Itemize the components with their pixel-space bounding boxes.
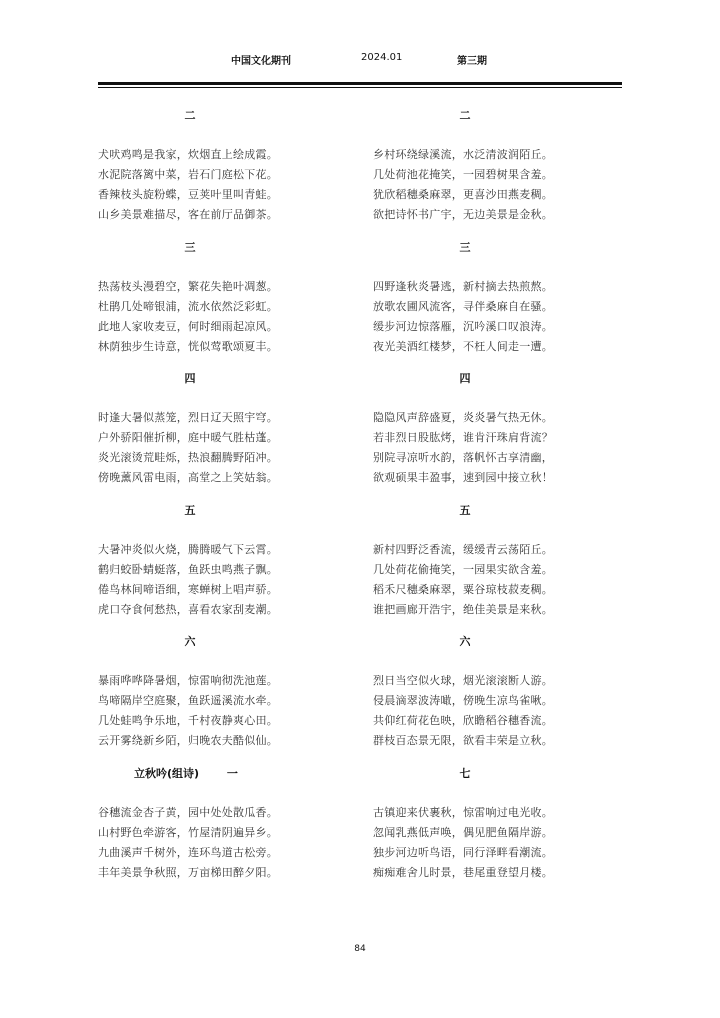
poem-line: 犹欣稻穗桑麻翠，更喜沙田燕麦稠。 xyxy=(373,188,553,201)
poem-line: 九曲溪声千树外，连环鸟道古松旁。 xyxy=(98,845,278,859)
poem-line: 犬吠鸡鸣是我家，炊烟直上绘成霞。 xyxy=(98,148,278,161)
section-title: 四 xyxy=(459,372,471,385)
series-title: 立秋吟(组诗) xyxy=(134,766,200,780)
poem-line: 群枝百态景无限，欲看丰荣是立秋。 xyxy=(373,734,553,747)
poem-line: 古镇迎来伏裹秋，惊雷响过电光收。 xyxy=(373,805,553,819)
poem-line: 独步河边听鸟语，同行泽畔看潮流。 xyxy=(373,845,553,859)
section-title: 六 xyxy=(184,635,196,648)
section-title: 七 xyxy=(459,766,471,780)
poem-line: 大暑冲炎似火烧，腾腾暖气下云霄。 xyxy=(98,542,278,556)
page-header xyxy=(0,52,720,70)
poem-line: 虎口夺食何愁热，喜看农家刮麦潮。 xyxy=(98,602,278,616)
issue-number: 第三期 xyxy=(457,56,487,67)
poem-line: 山乡美景难描尽，客在前厅品御茶。 xyxy=(98,208,278,221)
poem-line: 杜鹃几处啼银浦，流水依然泛彩虹。 xyxy=(98,299,278,313)
poem-section xyxy=(373,630,613,762)
poem-section xyxy=(98,236,338,368)
poem-section xyxy=(98,630,338,762)
poem-section xyxy=(98,367,338,499)
issue-date: 2024.01 xyxy=(361,52,403,63)
poem-line: 别院寻凉听水韵，落帆怀古享清幽， xyxy=(373,451,553,464)
poem-line: 烈日当空似火球，烟光滚滚断人游。 xyxy=(373,674,553,687)
poem-line: 侵晨滴翠波涛噉，傍晚生凉鸟雀啾。 xyxy=(373,694,553,707)
left-column xyxy=(98,104,338,893)
poem-line: 谁把画廊开浩宇，绝佳美景是来秋。 xyxy=(373,602,553,616)
poem-section xyxy=(98,762,338,894)
poem-line: 隐隐风声辞盛夏，炎炎暑气热无休。 xyxy=(373,411,553,424)
poem-line: 欲观硕果丰盈事，速到园中接立秋！ xyxy=(373,471,553,484)
section-title: 二 xyxy=(459,109,471,122)
journal-name: 中国文化期刊 xyxy=(231,56,291,67)
section-title: 三 xyxy=(184,240,196,254)
poem xyxy=(373,145,613,225)
poem xyxy=(98,540,338,620)
poem xyxy=(373,671,613,751)
poem-line: 夜光美酒红楼梦，不枉人间走一遭。 xyxy=(373,339,553,353)
poem-line: 谷穗流金杏子黄，园中处处散瓜香。 xyxy=(98,805,278,819)
poem-line: 炎光滚烫荒畦烁，热浪翻腾野陌冲。 xyxy=(98,451,278,464)
poem-line: 暴雨哗哗降暑烟，惊雷响彻洗池莲。 xyxy=(98,674,278,687)
poem-line: 倦鸟林间啼语细，寒蝉树上唱声骄。 xyxy=(98,582,278,596)
poem-section xyxy=(373,367,613,499)
poem-line: 稻禾尺穗桑麻翠，粟谷琼枝菽麦稠。 xyxy=(373,582,553,596)
section-title: 三 xyxy=(459,240,471,254)
poem xyxy=(373,540,613,620)
poem-line: 乡村环绕绿溪流，水泛清波润陌丘。 xyxy=(373,148,553,161)
poem xyxy=(98,145,338,225)
poem-line: 放歌农圃风流客，寻伴桑麻自在骚。 xyxy=(373,299,553,313)
poem-line: 缓步河边惊落雁，沉吟溪口叹浪涛。 xyxy=(373,319,553,333)
page-number: 84 xyxy=(354,944,366,954)
poem-line: 几处蛙鸣争乐地，千村夜静爽心田。 xyxy=(98,714,278,727)
section-title: 四 xyxy=(184,372,196,385)
poem xyxy=(373,803,613,883)
poem-line: 香辣枝头旋粉蝶，豆荚叶里叫青蛙。 xyxy=(98,188,278,201)
poem-line: 山村野色牵游客，竹屋清阴遍异乡。 xyxy=(98,825,278,839)
section-title-series xyxy=(98,762,338,786)
header-rule-thin xyxy=(98,87,622,88)
poem xyxy=(373,277,613,357)
poem-line: 时逢大暑似蒸笼，烈日辽天照宇穹。 xyxy=(98,411,278,424)
poem-line: 丰年美景争秋照，万亩梯田醉夕阳。 xyxy=(98,865,278,879)
poem-line: 此地人家收麦豆，何时细雨起凉风。 xyxy=(98,319,278,333)
section-title: 五 xyxy=(459,503,471,517)
poem-line: 热荡枝头漫碧空，繁花失艳叶凋葱。 xyxy=(98,279,278,293)
poem xyxy=(373,408,613,488)
poem-line: 鸟啼隔岸空庭聚，鱼跃遥溪流水牵。 xyxy=(98,694,278,707)
section-title: 五 xyxy=(184,503,196,517)
poem-line: 共仰红荷花色映，欣瞻稻谷穗香流。 xyxy=(373,714,553,727)
poem-line: 傍晚薰风雷电雨，高堂之上笑姑翁。 xyxy=(98,471,278,484)
poem-line: 云开雾绕新乡陌，归晚农夫酷似仙。 xyxy=(98,734,278,747)
poem-line: 水泥院落篱中菜，岩石门庭松下花。 xyxy=(98,168,278,181)
header-rule-thick xyxy=(98,82,622,85)
poem-line: 痴痴难舍儿时景，巷尾重登望月楼。 xyxy=(373,865,553,879)
poem-line: 若非烈日股肱烤，谁肯汗珠肩背流？ xyxy=(373,431,553,444)
poem xyxy=(98,803,338,883)
poem-line: 忽闻乳燕低声唤，偶见肥鱼隔岸游。 xyxy=(373,825,553,839)
poem xyxy=(98,671,338,751)
poem-line: 林荫独步生诗意，恍似莺歌颂夏丰。 xyxy=(98,339,278,353)
poem-section xyxy=(373,499,613,631)
poem-section xyxy=(373,762,613,894)
poem-section xyxy=(98,104,338,236)
poem-line: 四野逢秋炎暑逃，新村摘去热煎熬。 xyxy=(373,279,553,293)
poem-line: 几处荷花偷掩笑，一园果实欲含羞。 xyxy=(373,562,553,576)
right-column xyxy=(373,104,613,893)
poem-line: 鹤归蛟卧蜻蜓落，鱼跃虫鸣燕子飘。 xyxy=(98,562,278,576)
poem-line: 几处荷池花掩笑，一园碧树果含羞。 xyxy=(373,168,553,181)
poem-section xyxy=(373,104,613,236)
poem xyxy=(98,408,338,488)
poem-section xyxy=(98,499,338,631)
poem xyxy=(98,277,338,357)
section-title: 二 xyxy=(184,109,196,122)
series-number: 一 xyxy=(226,766,238,780)
poem-section xyxy=(373,236,613,368)
poem-line: 欲把诗怀书广宇，无边美景是金秋。 xyxy=(373,208,553,221)
poem-line: 新村四野泛香流，缓缓青云荡陌丘。 xyxy=(373,542,553,556)
section-title: 六 xyxy=(459,635,471,648)
poem-line: 户外骄阳催折柳，庭中暖气胜枯蓬。 xyxy=(98,431,278,444)
